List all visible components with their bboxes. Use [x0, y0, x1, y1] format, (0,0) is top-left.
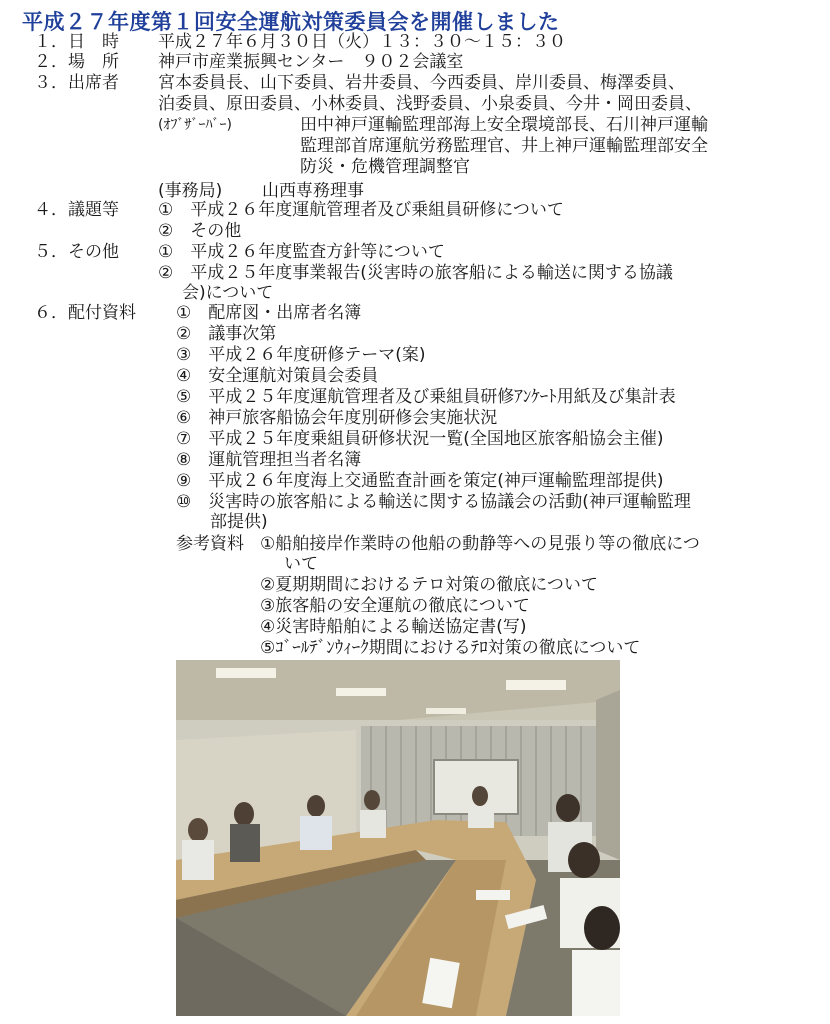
agenda-item-1: ① 平成２６年度運航管理者及び乗組員研修について	[158, 200, 564, 220]
office-label: (事務局)	[158, 181, 223, 201]
item-number-2: ２．	[34, 52, 68, 72]
observer-line-3: 防災・危機管理調整官	[300, 157, 470, 177]
office-value: 山西専務理事	[262, 181, 364, 201]
reference-2: ②夏期期間におけるテロ対策の徹底について	[260, 575, 598, 595]
other-item-2-line-1: ② 平成２５年度事業報告(災害時の旅客船による輸送に関する協議	[158, 263, 673, 283]
item-heading-place: 場 所	[68, 52, 119, 72]
item-heading-materials: 配付資料	[68, 303, 136, 323]
item-number-4: ４．	[34, 200, 68, 220]
observer-line-1: 田中神戸運輸監理部海上安全環境部長、石川神戸運輸	[300, 115, 708, 135]
attendees-line-1: 宮本委員長、山下委員、岩井委員、今西委員、岸川委員、梅澤委員、	[158, 73, 685, 93]
material-2: ② 議事次第	[176, 324, 277, 344]
material-7: ⑦ 平成２５年度乗組員研修状況一覧(全国地区旅客船協会主催)	[176, 429, 664, 449]
material-1: ① 配席図・出席者名簿	[176, 303, 362, 323]
observer-line-2: 監理部首席運航労務監理官、井上神戸運輸監理部安全	[300, 136, 708, 156]
material-5: ⑤ 平成２５年度運航管理者及び乗組員研修ｱﾝｹｰﾄ用紙及び集計表	[176, 387, 676, 407]
item-heading-attendees: 出席者	[68, 73, 119, 93]
attendees-line-2: 泊委員、原田委員、小林委員、浅野委員、小泉委員、今井・岡田委員、	[158, 94, 702, 114]
reference-1-line-1: ①船舶接岸作業時の他船の動静等への見張り等の徹底につ	[260, 534, 700, 554]
item-number-6: ６．	[34, 303, 68, 323]
item-number-5: ５．	[34, 242, 68, 262]
other-item-2-line-2: 会)について	[182, 283, 274, 303]
material-10-line-2: 部提供)	[210, 512, 268, 532]
item-heading-other: その他	[68, 242, 119, 262]
agenda-item-2: ② その他	[158, 221, 242, 241]
meeting-photo	[176, 660, 620, 1016]
reference-label: 参考資料	[176, 534, 244, 554]
item-heading-agenda: 議題等	[68, 200, 119, 220]
material-10-line-1: ⑩ 災害時の旅客船による輸送に関する協議会の活動(神戸運輸監理	[176, 492, 691, 512]
item-heading-date: 日 時	[68, 32, 119, 52]
page-title: 平成２７年度第１回安全運航対策委員会を開催しました	[22, 10, 560, 34]
observer-label: (ｵﾌﾞｻﾞｰﾊﾞｰ)	[158, 117, 232, 133]
material-8: ⑧ 運航管理担当者名簿	[176, 450, 362, 470]
material-4: ④ 安全運航対策員会委員	[176, 366, 379, 386]
reference-1-line-2: いて	[284, 554, 318, 574]
material-3: ③ 平成２６年度研修テーマ(案)	[176, 345, 426, 365]
material-6: ⑥ 神戸旅客船協会年度別研修会実施状況	[176, 408, 498, 428]
item-value-date: 平成２７年６月３０日（火）１３：３０～１５：３０	[158, 32, 566, 52]
item-value-place: 神戸市産業振興センター ９０２会議室	[158, 52, 464, 72]
reference-4: ④災害時船舶による輸送協定書(写)	[260, 617, 527, 637]
reference-5: ⑤ｺﾞｰﾙﾃﾞﾝｳｨｰｸ期間におけるﾃﾛ対策の徹底について	[260, 638, 641, 658]
material-9: ⑨ 平成２６年度海上交通監査計画を策定(神戸運輸監理部提供)	[176, 471, 664, 491]
other-item-1: ① 平成２６年度監査方針等について	[158, 242, 445, 262]
item-number-3: ３．	[34, 73, 68, 93]
reference-3: ③旅客船の安全運航の徹底について	[260, 596, 530, 616]
item-number-1: １．	[34, 32, 68, 52]
